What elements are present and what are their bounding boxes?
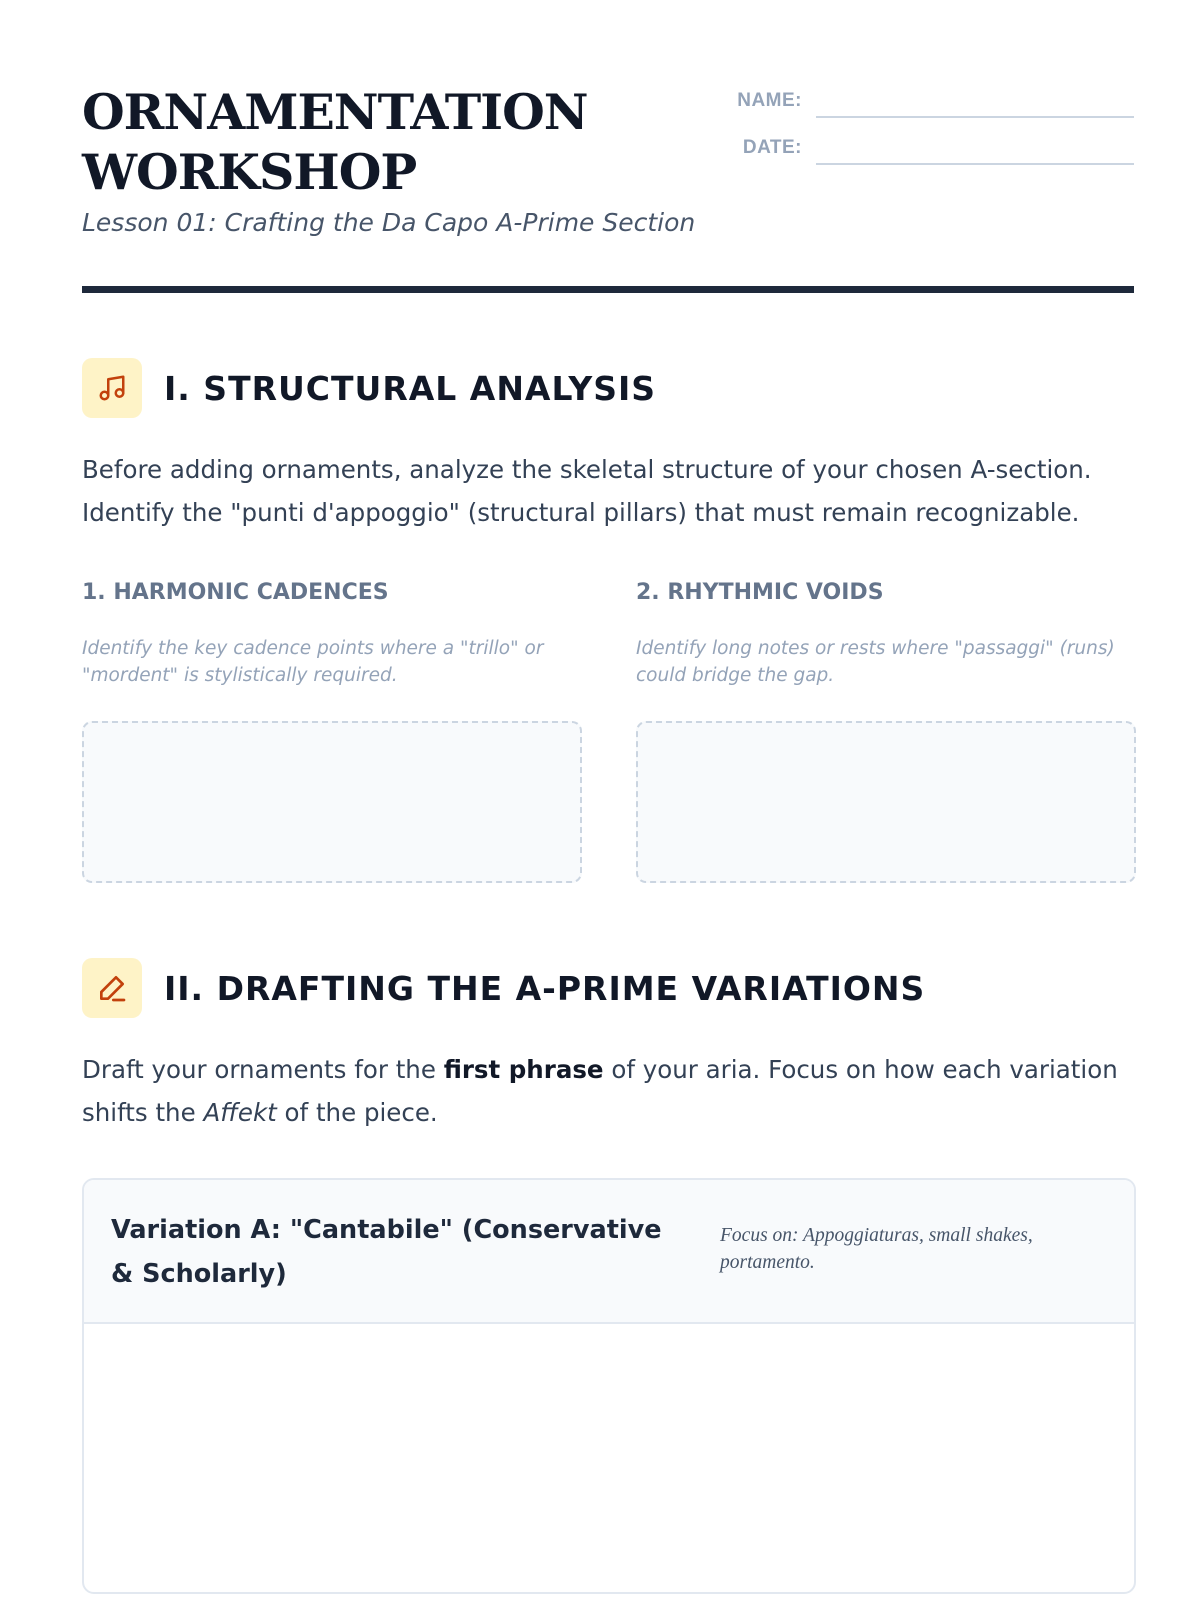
variation-a-card bbox=[82, 1178, 1136, 1594]
rhythmic-voids-answer-box[interactable] bbox=[636, 721, 1136, 883]
header-divider bbox=[82, 286, 1134, 293]
intro-italic-text: Affekt bbox=[203, 1098, 277, 1127]
name-label: NAME: bbox=[737, 90, 802, 111]
rhythmic-voids-hint: Identify long notes or rests where "passaggi" (runs) could bridge the gap. bbox=[636, 638, 1115, 686]
worksheet-page bbox=[82, 0, 1134, 1289]
section-1-intro: Before adding ornaments, analyze the skeletal structure of your chosen A-section. Identify the "punti d'appoggio" (structural pillars) that must remain recognizable. bbox=[82, 455, 1092, 527]
student-info bbox=[722, 86, 1134, 180]
section-2-intro bbox=[82, 1048, 1134, 1134]
harmonic-cadences-column bbox=[82, 580, 580, 883]
intro-text-3: of the piece. bbox=[276, 1098, 438, 1127]
intro-text-2: of your aria. Focus on how each variation shifts the bbox=[82, 1055, 1118, 1127]
variation-a-header bbox=[84, 1180, 1134, 1324]
intro-text-1: Draft your ornaments for the bbox=[82, 1055, 444, 1084]
date-label: DATE: bbox=[742, 137, 802, 158]
variation-a-writing-area[interactable] bbox=[84, 1324, 1134, 1592]
date-row bbox=[722, 133, 1134, 165]
music-note-icon bbox=[82, 358, 142, 418]
name-row bbox=[722, 86, 1134, 118]
intro-bold-text: first phrase bbox=[443, 1055, 604, 1084]
section-2-heading bbox=[82, 958, 925, 1018]
harmonic-cadences-title: 1. HARMONIC CADENCES bbox=[82, 580, 389, 605]
rhythmic-voids-column bbox=[636, 580, 1134, 883]
variation-a-focus: Focus on: Appoggiaturas, small shakes, portamento. bbox=[720, 1225, 1033, 1273]
variation-a-title: Variation A: "Cantabile" (Conservative & Scholarly) bbox=[111, 1215, 662, 1289]
lesson-subtitle: Lesson 01: Crafting the Da Capo A-Prime Section bbox=[82, 208, 696, 237]
name-field[interactable] bbox=[816, 90, 1134, 118]
section-1-title: I. STRUCTURAL ANALYSIS bbox=[164, 368, 657, 408]
worksheet-title bbox=[82, 82, 588, 202]
rhythmic-voids-title: 2. RHYTHMIC VOIDS bbox=[636, 580, 884, 605]
worksheet-header bbox=[82, 0, 1134, 300]
title-line-2: WORKSHOP bbox=[82, 143, 417, 201]
title-line-1: ORNAMENTATION bbox=[82, 83, 588, 141]
pencil-icon bbox=[82, 958, 142, 1018]
section-1-heading bbox=[82, 358, 656, 418]
section-2-title: II. DRAFTING THE A-PRIME VARIATIONS bbox=[164, 968, 926, 1008]
date-field[interactable] bbox=[816, 137, 1134, 165]
harmonic-cadences-hint: Identify the key cadence points where a "trillo" or "mordent" is stylistically required. bbox=[82, 638, 544, 686]
harmonic-cadences-answer-box[interactable] bbox=[82, 721, 582, 883]
